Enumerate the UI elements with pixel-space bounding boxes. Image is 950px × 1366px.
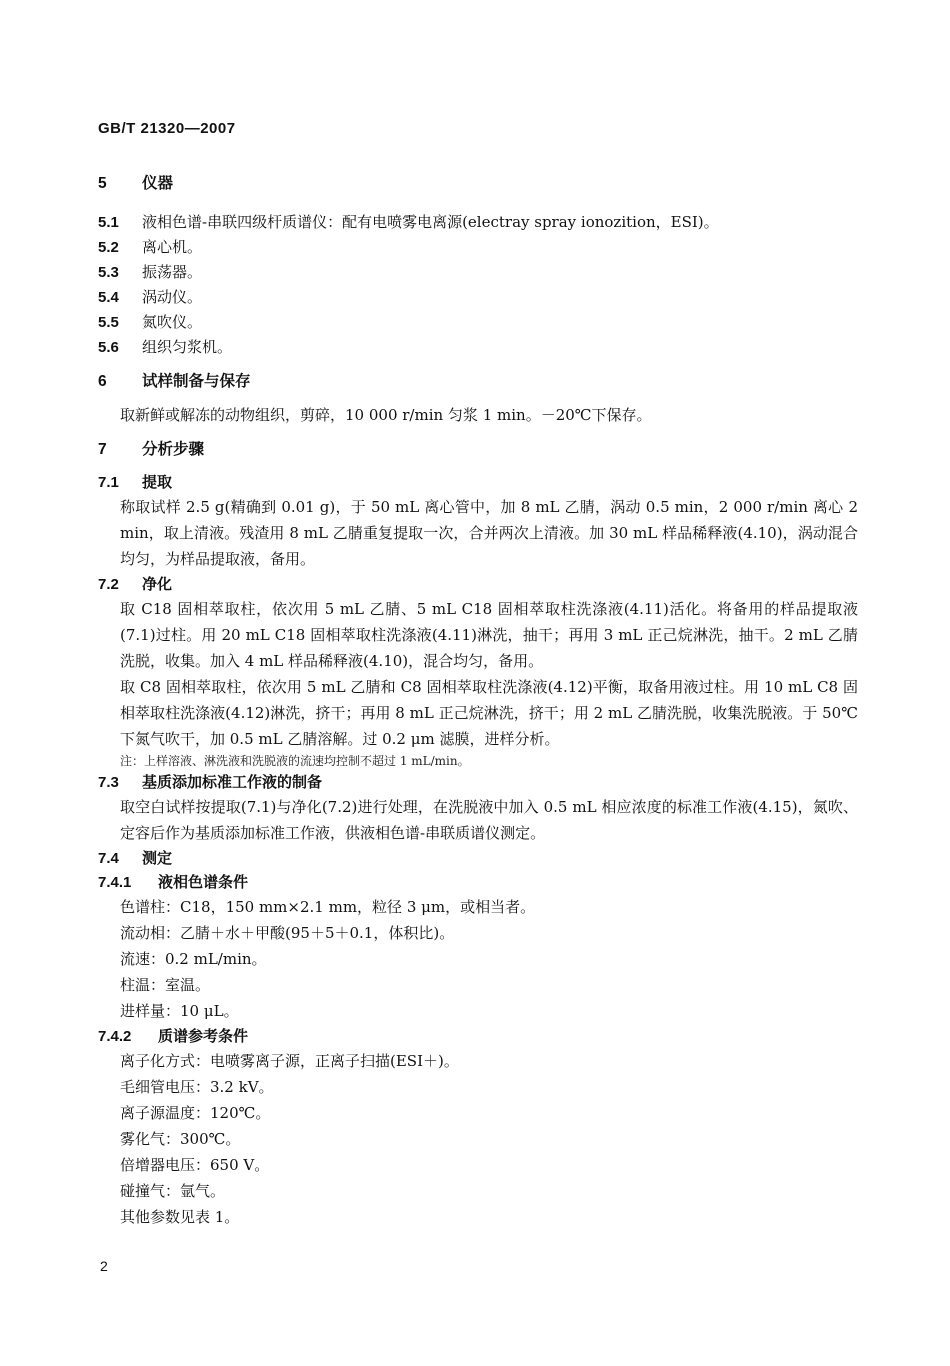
cleanup-paragraph-2: 取 C8 固相萃取柱，依次用 5 mL 乙腈和 C8 固相萃取柱洗涤液(4.12)平衡，取备用液过柱。用 10 mL C8 固相萃取柱洗涤液(4.12)淋洗，挤干；再用 8 mL 正己烷淋洗，挤干；用 2 mL 乙腈洗脱，收集洗脱液。于 50℃下氮气吹干，加 0.5 mL 乙腈溶解。过 0.2 μm 滤膜，进样分析。	[120, 678, 858, 748]
list-item: 雾化气：300℃。	[120, 1130, 241, 1148]
flow-rate-note: 注：上样溶液、淋洗液和洗脱液的流速均控制不超过 1 mL/min。	[120, 754, 470, 768]
section-6-heading: 6 试样制备与保存	[98, 371, 251, 390]
list-item: 倍增器电压：650 V。	[120, 1156, 270, 1174]
standard-code-header: GB/T 21320—2007	[98, 120, 236, 137]
list-item: 5.2 离心机。	[98, 238, 203, 256]
list-item: 5.5 氮吹仪。	[98, 313, 203, 331]
ms-conditions-list	[98, 1048, 858, 1230]
list-item: 其他参数见表 1。	[120, 1208, 240, 1226]
subsection-7-1-heading: 7.1 提取	[98, 473, 173, 491]
lc-conditions-list	[98, 894, 858, 1024]
section-title: 仪器	[142, 173, 174, 192]
section-5-heading	[98, 170, 858, 196]
list-item: 毛细管电压：3.2 kV。	[120, 1078, 274, 1096]
cleanup-paragraph-1: 取 C18 固相萃取柱，依次用 5 mL 乙腈、5 mL C18 固相萃取柱洗涤液(4.11)活化。将备用的样品提取液(7.1)过柱。用 20 mL C18 固相萃取柱洗涤液(4.11)淋洗，抽干；再用 3 mL 正己烷淋洗，抽干。2 mL 乙腈洗脱，收集。加入 4 mL 样品稀释液(4.10)，混合均匀，备用。	[120, 600, 858, 670]
list-item: 柱温：室温。	[120, 976, 211, 994]
list-item: 流动相：乙腈＋水＋甲酸(95＋5＋0.1，体积比)。	[120, 924, 455, 942]
subsection-7-4-1-heading: 7.4.1 液相色谱条件	[98, 873, 249, 891]
subsection-7-4-heading: 7.4 测定	[98, 849, 173, 867]
section-number: 5	[98, 175, 107, 192]
list-item: 离子化方式：电喷雾离子源，正离子扫描(ESI＋)。	[120, 1052, 459, 1070]
list-item: 离子源温度：120℃。	[120, 1104, 271, 1122]
section-6-paragraph: 取新鲜或解冻的动物组织，剪碎，10 000 r/min 匀浆 1 min。－20℃下保存。	[120, 406, 652, 424]
list-item: 进样量：10 μL。	[120, 1002, 239, 1020]
subsection-7-2-heading: 7.2 净化	[98, 575, 173, 593]
list-item: 流速：0.2 mL/min。	[120, 950, 267, 968]
extraction-paragraph: 称取试样 2.5 g(精确到 0.01 g)，于 50 mL 离心管中，加 8 mL 乙腈，涡动 0.5 min，2 000 r/min 离心 2 min，取上清液。残渣用 8 mL 乙腈重复提取一次，合并两次上清液。加 30 mL 样品稀释液(4.10)，涡动混合均匀，为样品提取液，备用。	[120, 498, 858, 568]
list-item: 色谱柱：C18，150 mm×2.1 mm，粒径 3 μm，或相当者。	[120, 898, 536, 916]
page-content	[98, 170, 858, 1230]
list-item: 5.4 涡动仪。	[98, 288, 203, 306]
list-item: 5.3 振荡器。	[98, 263, 203, 281]
list-item: 5.6 组织匀浆机。	[98, 338, 233, 356]
page-number: 2	[100, 1258, 108, 1274]
subsection-7-4-2-heading: 7.4.2 质谱参考条件	[98, 1027, 249, 1045]
section-7-heading: 7 分析步骤	[98, 439, 205, 458]
instrument-list	[98, 210, 858, 360]
list-item: 碰撞气：氩气。	[120, 1182, 226, 1200]
list-item: 5.1 液相色谱-串联四级杆质谱仪：配有电喷雾电离源(electray spray ionozition，ESI)。	[98, 213, 719, 231]
subsection-7-3-heading: 7.3 基质添加标准工作液的制备	[98, 773, 323, 791]
matrix-standard-paragraph: 取空白试样按提取(7.1)与净化(7.2)进行处理，在洗脱液中加入 0.5 mL 相应浓度的标准工作液(4.15)，氮吹、定容后作为基质添加标准工作液，供液相色谱-串联质谱仪测定。	[120, 798, 858, 842]
